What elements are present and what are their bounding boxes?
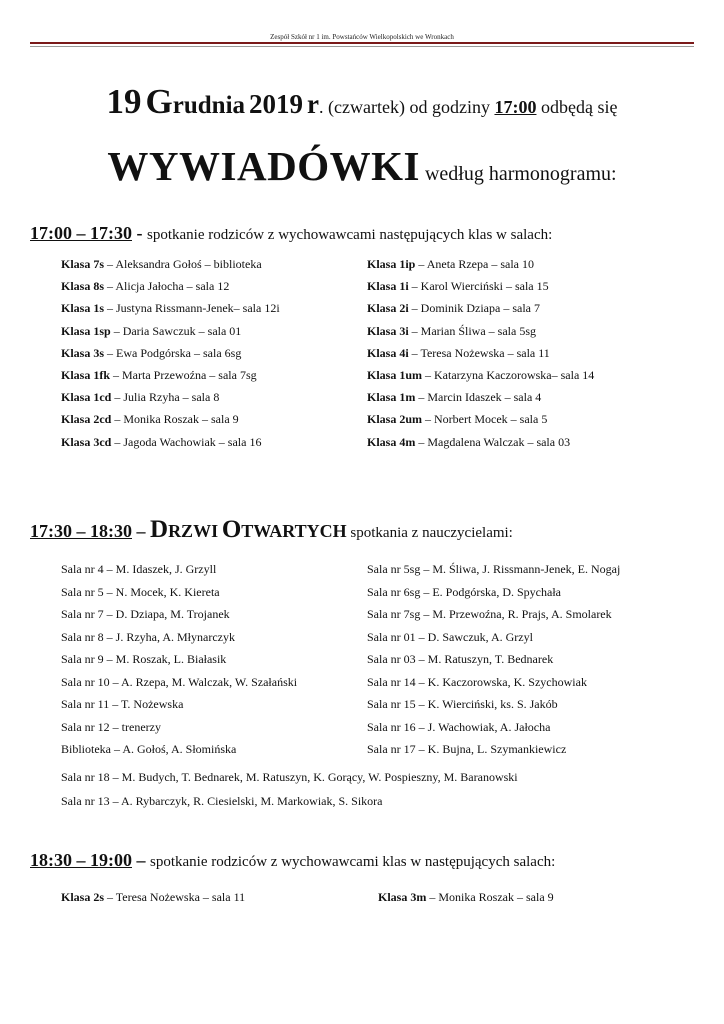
class-label: Klasa 1m bbox=[367, 390, 416, 405]
class-row bbox=[61, 433, 280, 455]
class-label: Klasa 1sp bbox=[61, 323, 111, 338]
room-row: Sala nr 6sg – E. Podgórska, D. Spychała bbox=[367, 584, 561, 599]
class-row bbox=[367, 366, 594, 388]
class-row bbox=[367, 255, 594, 277]
class-teacher-room: – Aleksandra Gołoś – biblioteka bbox=[104, 257, 262, 271]
room-row: Sala nr 5 – N. Mocek, K. Kiereta bbox=[61, 584, 220, 599]
class-label: Klasa 1ip bbox=[367, 257, 416, 271]
room-row: Sala nr 8 – J. Rzyha, A. Młynarczyk bbox=[61, 629, 235, 644]
class-row bbox=[61, 255, 280, 277]
room-row: Sala nr 17 – K. Bujna, L. Szymankiewicz bbox=[367, 742, 567, 756]
headline bbox=[0, 82, 724, 122]
room-row: Biblioteka – A. Gołoś, A. Słomińska bbox=[61, 742, 237, 756]
room-row: Sala nr 12 – trenerzy bbox=[61, 719, 161, 734]
class-label: Klasa 4m bbox=[367, 434, 416, 449]
class-row bbox=[367, 277, 594, 299]
section2-dash: – bbox=[132, 521, 150, 541]
class-label: Klasa 8s bbox=[61, 279, 105, 294]
section1-text: spotkanie rodziców z wychowawcami następujących klas w salach: bbox=[147, 227, 553, 243]
class-teacher-room: – Marta Przewoźna – sala 7sg bbox=[110, 367, 257, 382]
class-label: Klasa 2s bbox=[61, 890, 105, 904]
section2-heading bbox=[30, 516, 513, 544]
room-row: Sala nr 11 – T. Nożewska bbox=[61, 697, 184, 711]
class-teacher-room: – Katarzyna Kaczorowska– sala 14 bbox=[422, 367, 595, 382]
class-label: Klasa 1s bbox=[61, 301, 105, 316]
headline-month-initial: G bbox=[145, 82, 173, 121]
class-row bbox=[367, 410, 594, 432]
headline-tail: odbędą się bbox=[536, 97, 618, 117]
class-teacher-room: – Jagoda Wachowiak – sala 16 bbox=[111, 434, 262, 449]
section3-heading bbox=[30, 850, 555, 871]
room-row: Sala nr 16 – J. Wachowiak, A. Jałocha bbox=[367, 719, 551, 734]
section2-word1-initial: D bbox=[150, 516, 169, 543]
section3-left-entry bbox=[61, 890, 245, 905]
class-teacher-room: – Norbert Mocek – sala 5 bbox=[422, 412, 548, 427]
room-row: Sala nr 03 – M. Ratuszyn, T. Bednarek bbox=[367, 652, 554, 666]
section3-right-entry bbox=[378, 890, 554, 905]
class-teacher-room: – Justyna Rissmann-Jenek– sala 12i bbox=[104, 301, 280, 316]
section2-room-18: Sala nr 18 – M. Budych, T. Bednarek, M. Ratuszyn, K. Gorący, W. Pospieszny, M. Baranowski bbox=[61, 770, 518, 784]
class-label: Klasa 1fk bbox=[61, 367, 111, 382]
room-row: Sala nr 7sg – M. Przewoźna, R. Prajs, A. Smolarek bbox=[367, 607, 612, 621]
class-label: Klasa 1um bbox=[367, 367, 423, 382]
room-row: Sala nr 15 – K. Wierciński, ks. S. Jakób bbox=[367, 697, 558, 711]
class-row bbox=[61, 277, 280, 299]
class-teacher-room: – Daria Sawczuk – sala 01 bbox=[110, 323, 242, 338]
header-rule-thin bbox=[30, 46, 694, 47]
headline-month-rest: rudnia bbox=[172, 92, 246, 119]
class-teacher-room: – Dominik Dziapa – sala 7 bbox=[408, 301, 540, 316]
class-teacher-room: – Teresa Nożewska – sala 11 bbox=[104, 890, 246, 904]
class-row bbox=[61, 344, 280, 366]
class-teacher-room: – Monika Roszak – sala 9 bbox=[111, 412, 239, 427]
section2-word2-initial: O bbox=[221, 516, 242, 543]
class-teacher-room: – Karol Wierciński – sala 15 bbox=[408, 279, 549, 294]
class-label: Klasa 3m bbox=[378, 890, 427, 904]
room-row: Sala nr 7 – D. Dziapa, M. Trojanek bbox=[61, 607, 230, 621]
class-label: Klasa 3s bbox=[61, 345, 105, 360]
class-row bbox=[367, 322, 594, 344]
page-title bbox=[0, 142, 724, 190]
title-main: WYWIADÓWKI bbox=[107, 143, 420, 189]
class-row bbox=[61, 366, 280, 388]
class-label: Klasa 3cd bbox=[61, 434, 112, 449]
class-row bbox=[61, 410, 280, 432]
section1-time: 17:00 – 17:30 bbox=[30, 223, 132, 243]
header-rule bbox=[30, 42, 694, 44]
class-row bbox=[367, 388, 594, 410]
class-row bbox=[367, 299, 594, 321]
class-teacher-room: – Marian Śliwa – sala 5sg bbox=[408, 323, 536, 338]
headline-day: 19 bbox=[106, 82, 142, 121]
room-row: Sala nr 14 – K. Kaczorowska, K. Szychowiak bbox=[367, 674, 587, 689]
section1-dash: - bbox=[132, 223, 147, 243]
section2-word1-rest: RZWI bbox=[168, 521, 219, 541]
room-row: Sala nr 4 – M. Idaszek, J. Grzyll bbox=[61, 562, 217, 576]
class-row bbox=[367, 433, 594, 455]
section1-heading bbox=[30, 223, 552, 244]
headline-year: 2019 bbox=[249, 89, 304, 119]
class-row bbox=[61, 388, 280, 410]
section2-left-list bbox=[61, 560, 297, 763]
room-row: Sala nr 5sg – M. Śliwa, J. Rissmann-Jenek, E. Nogaj bbox=[367, 562, 621, 576]
section2-time: 17:30 – 18:30 bbox=[30, 521, 132, 541]
section3-dash: – bbox=[132, 850, 150, 870]
headline-r: r bbox=[307, 89, 320, 119]
class-row bbox=[61, 322, 280, 344]
class-label: Klasa 2um bbox=[367, 412, 423, 427]
section2-right-list bbox=[367, 560, 620, 763]
class-teacher-room: – Ewa Podgórska – sala 6sg bbox=[104, 345, 242, 360]
section1-left-list bbox=[61, 255, 280, 455]
class-teacher-room: – Marcin Idaszek – sala 4 bbox=[415, 390, 542, 405]
class-teacher-room: – Teresa Nożewska – sala 11 bbox=[408, 345, 550, 360]
headline-hour: 17:00 bbox=[494, 97, 537, 117]
section2-text: spotkania z nauczycielami: bbox=[346, 525, 513, 541]
room-row: Sala nr 9 – M. Roszak, L. Białasik bbox=[61, 652, 227, 666]
class-teacher-room: – Monika Roszak – sala 9 bbox=[426, 890, 554, 904]
section2-word2-rest: TWARTYCH bbox=[241, 521, 347, 541]
class-label: Klasa 2i bbox=[367, 301, 409, 316]
class-teacher-room: – Alicja Jałocha – sala 12 bbox=[104, 279, 230, 294]
class-row bbox=[367, 344, 594, 366]
class-teacher-room: – Julia Rzyha – sala 8 bbox=[111, 390, 220, 405]
section1-right-list bbox=[367, 255, 594, 455]
school-header: Zespół Szkół nr 1 im. Powstańców Wielkopolskich we Wronkach bbox=[270, 33, 454, 41]
title-rest: według harmonogramu: bbox=[419, 163, 617, 185]
class-label: Klasa 1cd bbox=[61, 390, 112, 405]
class-teacher-room: – Aneta Rzepa – sala 10 bbox=[415, 257, 534, 271]
class-label: Klasa 3i bbox=[367, 323, 409, 338]
room-row: Sala nr 01 – D. Sawczuk, A. Grzyl bbox=[367, 629, 533, 644]
room-row: Sala nr 10 – A. Rzepa, M. Walczak, W. Szałański bbox=[61, 674, 298, 689]
class-label: Klasa 7s bbox=[61, 257, 105, 271]
section3-text: spotkanie rodziców z wychowawcami klas w następujących salach: bbox=[150, 854, 556, 870]
class-row bbox=[61, 299, 280, 321]
section3-time: 18:30 – 19:00 bbox=[30, 850, 132, 870]
class-label: Klasa 2cd bbox=[61, 412, 112, 427]
class-label: Klasa 1i bbox=[367, 279, 409, 294]
class-label: Klasa 4i bbox=[367, 345, 409, 360]
section2-room-13: Sala nr 13 – A. Rybarczyk, R. Ciesielski, M. Markowiak, S. Sikora bbox=[61, 794, 383, 808]
class-teacher-room: – Magdalena Walczak – sala 03 bbox=[415, 434, 571, 449]
headline-weekday: . (czwartek) od godziny bbox=[319, 97, 495, 117]
